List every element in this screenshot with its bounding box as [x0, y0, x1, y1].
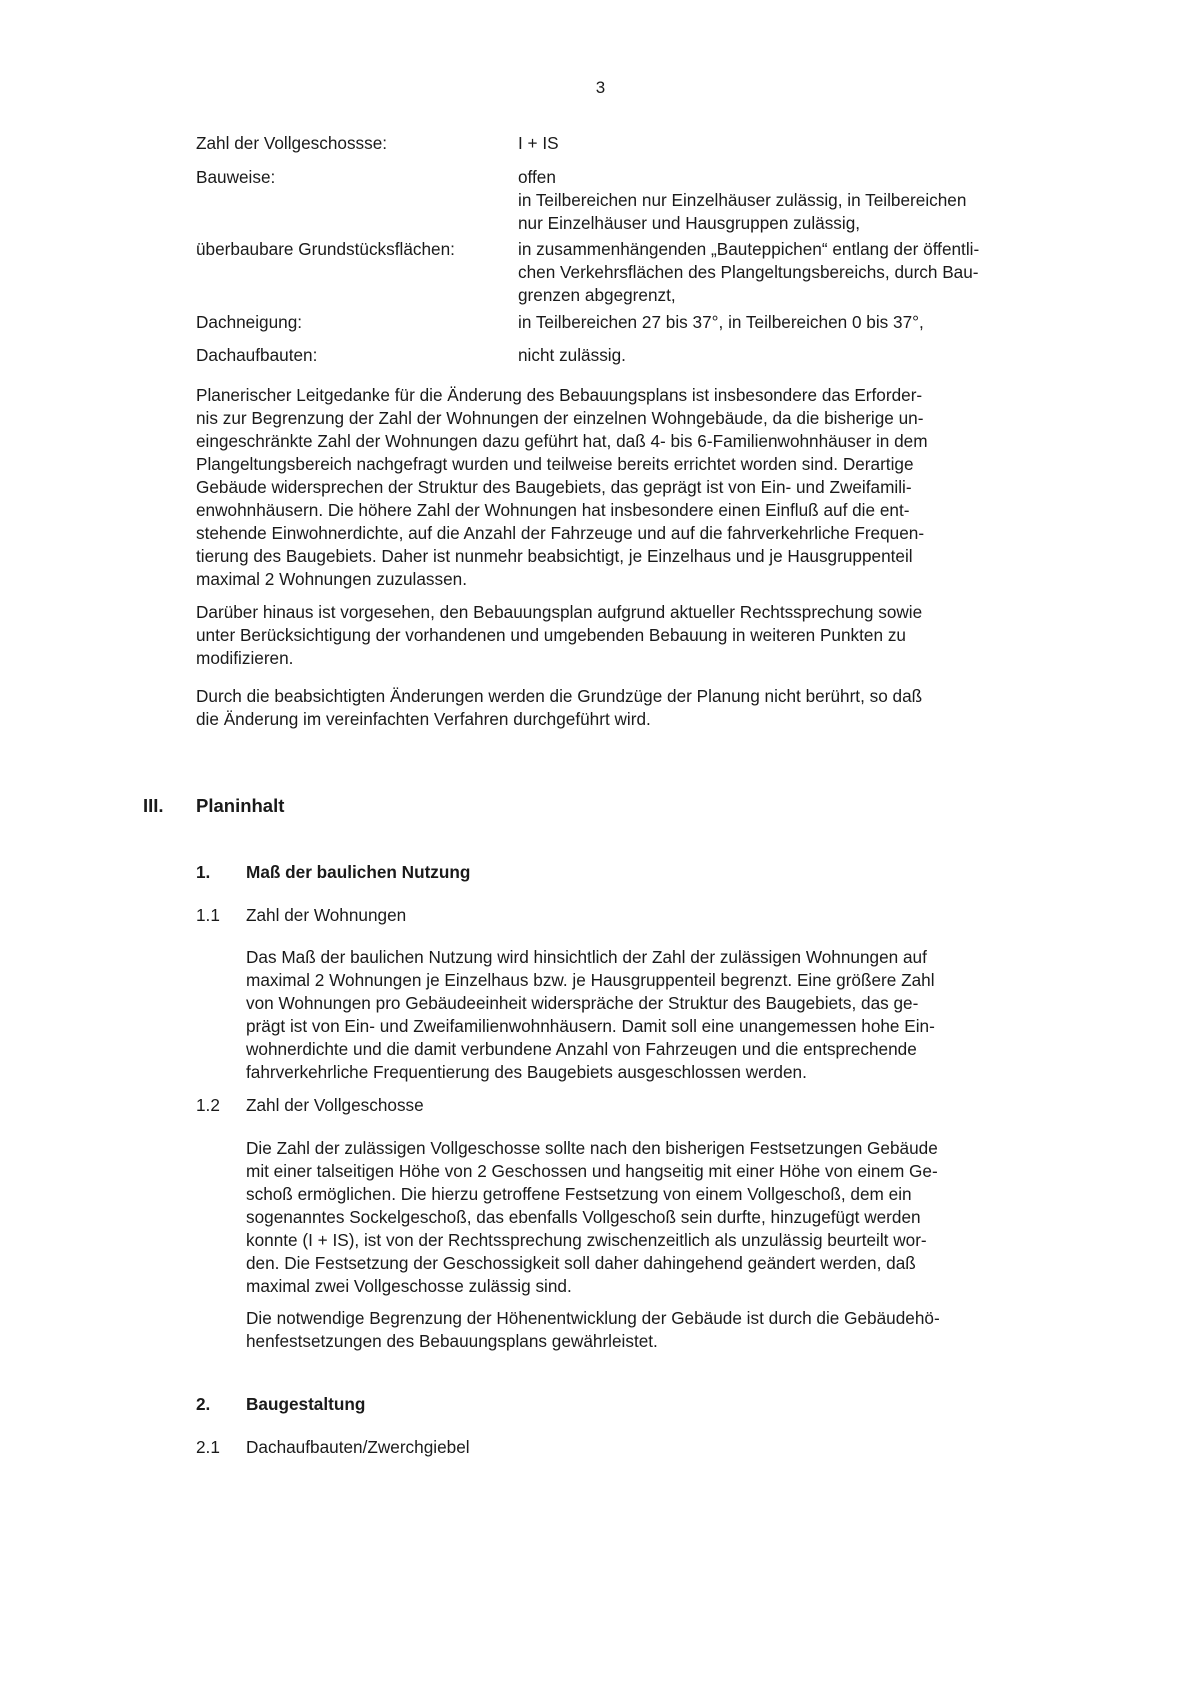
value-line: nur Einzelhäuser und Hausgruppen zulässig, [518, 213, 861, 233]
text-line: unter Berücksichtigung der vorhandenen und umgebenden Bebauung in weiteren Punkten zu [196, 625, 906, 645]
text-line: maximal 2 Wohnungen zuzulassen. [196, 569, 468, 589]
value-line: in zusammenhängenden „Bauteppichen“ entlang der öffentli- [518, 239, 980, 259]
text-line: sogenanntes Sockelgeschoß, das ebenfalls Vollgeschoß sein durfte, hinzugefügt werden [246, 1207, 921, 1227]
page-number: 3 [595, 78, 606, 97]
text-line: von Wohnungen pro Gebäudeeinheit widerspräche der Struktur des Baugebiets, das ge- [246, 993, 919, 1013]
text-line: tierung des Baugebiets. Daher ist nunmehr beabsichtigt, je Einzelhaus und je Hausgruppenteil [196, 546, 913, 566]
property-label: Dachneigung: [196, 312, 303, 332]
section-title: Planinhalt [196, 795, 285, 816]
text-line: den. Die Festsetzung der Geschossigkeit soll daher dahingehend geändert werden, daß [246, 1253, 916, 1273]
property-value [518, 311, 924, 334]
text-line: eingeschränkte Zahl der Wohnungen dazu geführt hat, daß 4- bis 6-Familienwohnhäuser in dem [196, 431, 928, 451]
value-line: in Teilbereichen 27 bis 37°, in Teilbereichen 0 bis 37°, [518, 312, 924, 332]
item-paragraph [246, 1137, 1076, 1298]
text-line: stehende Einwohnerdichte, auf die Anzahl der Fahrzeuge und auf die fahrverkehrliche Frequen- [196, 523, 925, 543]
item-title: Zahl der Wohnungen [246, 905, 407, 925]
text-line: schoß ermöglichen. Die hierzu getroffene Festsetzung von einem Vollgeschoß, dem ein [246, 1184, 912, 1204]
value-line: grenzen abgegrenzt, [518, 285, 676, 305]
text-line: Planerischer Leitgedanke für die Änderung des Bebauungsplans ist insbesondere das Erforder- [196, 385, 923, 405]
text-line: die Änderung im vereinfachten Verfahren durchgeführt wird. [196, 709, 651, 729]
intro-paragraph [196, 384, 1076, 591]
text-line: prägt ist von Ein- und Zweifamilienwohnhäusern. Damit soll eine unangemessen hohe Ein- [246, 1016, 935, 1036]
text-line: enwohnhäusern. Die höhere Zahl der Wohnungen hat insbesondere einen Einfluß auf die ent- [196, 500, 910, 520]
text-line: mit einer talseitigen Höhe von 2 Geschossen und hangseitig mit einer Höhe von einem Ge- [246, 1161, 938, 1181]
text-line: konnte (I + IS), ist von der Rechtssprechung zwischenzeitlich als unzulässig beurteilt wor- [246, 1230, 927, 1250]
text-line: Gebäude widersprechen der Struktur des Baugebiets, das geprägt ist von Ein- und Zweifamili- [196, 477, 912, 497]
section-number: III. [143, 795, 164, 816]
item-number: 2.1 [196, 1437, 220, 1457]
text-line: Plangeltungsbereich nachgefragt wurden und teilweise bereits errichtet worden sind. Derartige [196, 454, 914, 474]
property-value [518, 132, 559, 155]
value-line: chen Verkehrsflächen des Plangeltungsbereichs, durch Bau- [518, 262, 979, 282]
text-line: Das Maß der baulichen Nutzung wird hinsichtlich der Zahl der zulässigen Wohnungen auf [246, 947, 927, 967]
item-paragraph [246, 1307, 1076, 1353]
property-label: überbaubare Grundstücksflächen: [196, 239, 455, 259]
property-label: Dachaufbauten: [196, 345, 318, 365]
subsection-number: 1. [196, 862, 211, 882]
text-line: Durch die beabsichtigten Änderungen werden die Grundzüge der Planung nicht berührt, so daß [196, 686, 923, 706]
subsection-number: 2. [196, 1394, 211, 1414]
item-title: Zahl der Vollgeschosse [246, 1095, 424, 1115]
text-line: wohnerdichte und die damit verbundene Anzahl von Fahrzeugen und die entsprechende [246, 1039, 917, 1059]
property-value [518, 238, 979, 307]
text-line: maximal 2 Wohnungen je Einzelhaus bzw. je Hausgruppenteil begrenzt. Eine größere Zahl [246, 970, 935, 990]
item-paragraph [246, 946, 1076, 1084]
text-line: maximal zwei Vollgeschosse zulässig sind. [246, 1276, 572, 1296]
value-line: nicht zulässig. [518, 345, 626, 365]
property-label: Bauweise: [196, 167, 276, 187]
property-value [518, 166, 966, 235]
text-line: Die notwendige Begrenzung der Höhenentwicklung der Gebäude ist durch die Gebäudehö- [246, 1308, 940, 1328]
value-line: in Teilbereichen nur Einzelhäuser zulässig, in Teilbereichen [518, 190, 967, 210]
text-line: henfestsetzungen des Bebauungsplans gewährleistet. [246, 1331, 658, 1351]
intro-paragraph [196, 685, 1076, 731]
text-line: modifizieren. [196, 648, 294, 668]
item-number: 1.1 [196, 905, 220, 925]
item-title: Dachaufbauten/Zwerchgiebel [246, 1437, 470, 1457]
subsection-title: Baugestaltung [246, 1394, 366, 1414]
text-line: nis zur Begrenzung der Zahl der Wohnungen der einzelnen Wohngebäude, da die bisherige un- [196, 408, 924, 428]
text-line: Darüber hinaus ist vorgesehen, den Bebauungsplan aufgrund aktueller Rechtssprechung sowie [196, 602, 923, 622]
property-label: Zahl der Vollgeschossse: [196, 133, 388, 153]
subsection-title: Maß der baulichen Nutzung [246, 862, 471, 882]
item-number: 1.2 [196, 1095, 220, 1115]
intro-paragraph [196, 601, 1076, 670]
text-line: Die Zahl der zulässigen Vollgeschosse sollte nach den bisherigen Festsetzungen Gebäude [246, 1138, 938, 1158]
value-line: offen [518, 167, 556, 187]
property-value [518, 344, 626, 367]
value-line: I + IS [518, 133, 559, 153]
text-line: fahrverkehrliche Frequentierung des Baugebiets ausgeschlossen werden. [246, 1062, 807, 1082]
